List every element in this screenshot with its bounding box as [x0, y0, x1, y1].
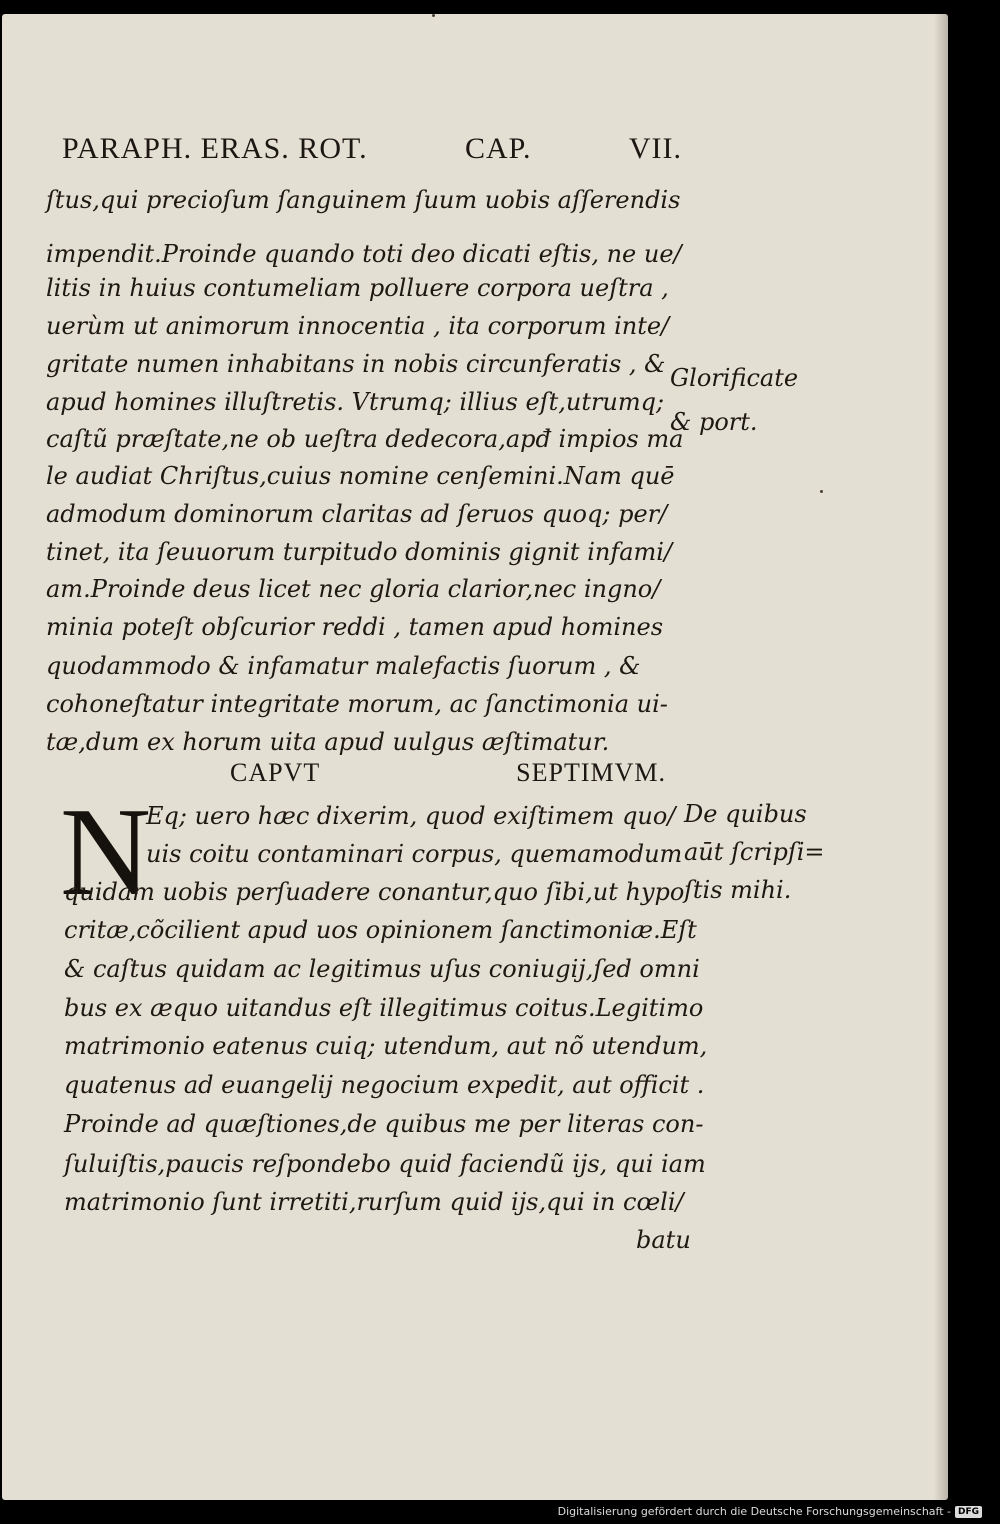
text-line: matrimonio ſunt irretiti,rurſum quid ijs,qui in cœli/: [64, 1188, 684, 1216]
ink-mark: [432, 14, 435, 17]
text-line: & caſtus quidam ac legitimus uſus coniugij,ſed omni: [64, 955, 700, 983]
digitization-credit: [558, 1505, 982, 1518]
credit-text: Digitalisierung gefördert durch die Deutsche Forschungsgemeinschaft -: [557, 1505, 951, 1518]
text-line: apud homines illuſtretis. Vtrumq; illius eſt,utrumq;: [46, 388, 665, 416]
text-line: bus ex æquo uitandus eſt illegitimus coitus.Legitimo: [64, 994, 704, 1022]
text-line: Proinde ad quæſtiones,de quibus me per literas con-: [64, 1110, 704, 1138]
text-line: cohoneſtatur integritate morum, ac ſanctimonia ui-: [46, 690, 668, 718]
page-spine-shadow: [934, 14, 948, 1500]
text-line: admodum dominorum claritas ad ſeruos quoq; per/: [46, 500, 668, 528]
text-line: quidam uobis perſuadere conantur,quo ſibi,ut hypo: [64, 878, 685, 906]
header-chapter-label: CAP.: [464, 132, 532, 165]
margin-note-line: aūt ſcripſi=: [684, 838, 825, 866]
text-line: uerùm ut animorum innocentia , ita corporum inte/: [46, 312, 670, 340]
margin-note-line: De quibus: [684, 800, 807, 828]
chapter-heading-caput: CAPVT: [230, 758, 321, 787]
text-line: ſuluiſtis,paucis reſpondebo quid faciendũ ijs, qui iam: [64, 1150, 706, 1178]
text-line: critæ,cõcilient apud uos opinionem ſanctimoniæ.Eſt: [64, 916, 697, 944]
book-page: [2, 14, 948, 1500]
text-line: le audiat Chriſtus,cuius nomine cenſemini.Nam quē: [46, 462, 675, 490]
margin-note-line: ſtis mihi.: [684, 876, 792, 904]
text-line: quodammodo & infamatur malefactis ſuorum , &: [46, 652, 641, 680]
text-line: am.Proinde deus licet nec gloria clarior,nec ingno/: [46, 575, 661, 603]
margin-note-line: Glorificate: [670, 364, 799, 392]
running-header: [62, 132, 682, 166]
chapter-heading: [230, 758, 666, 788]
header-title: PARAPH. ERAS. ROT.: [62, 132, 368, 165]
text-line: Eq; uero hæc dixerim, quod exiſtimem quo/: [146, 802, 676, 830]
text-line: ſtus,qui precioſum ſanguinem ſuum uobis aſſerendis: [46, 186, 681, 214]
text-line: tinet, ita ſeuuorum turpitudo dominis gignit infami/: [46, 538, 673, 566]
text-line: minia poteſt obſcurior reddi , tamen apud homines: [46, 613, 664, 641]
text-line: caſtũ præſtate,ne ob ueſtra dedecora,apđ impios ma: [46, 425, 684, 453]
margin-note-line: & port.: [670, 408, 758, 436]
text-line: gritate numen inhabitans in nobis circunferatis , &: [46, 350, 666, 378]
chapter-heading-number: SEPTIMVM.: [516, 758, 666, 787]
ink-mark: [820, 490, 823, 493]
text-line: litis in huius contumeliam polluere corpora ueſtra ,: [46, 274, 669, 302]
text-line: uis coitu contaminari corpus, quemamodum: [146, 840, 683, 868]
catchword: batu: [636, 1226, 691, 1254]
header-chapter-number: VII.: [628, 132, 682, 165]
text-line: matrimonio eatenus cuiq; utendum, aut nõ utendum,: [64, 1032, 708, 1060]
text-line: quatenus ad euangelij negocium expedit, aut officit .: [64, 1071, 705, 1099]
drop-cap: N: [60, 783, 151, 922]
text-line: tæ,dum ex horum uita apud uulgus æſtimatur.: [46, 728, 610, 756]
dfg-logo: DFG: [955, 1506, 982, 1518]
text-line: impendit.Proinde quando toti deo dicati eſtis, ne ue/: [46, 240, 682, 268]
